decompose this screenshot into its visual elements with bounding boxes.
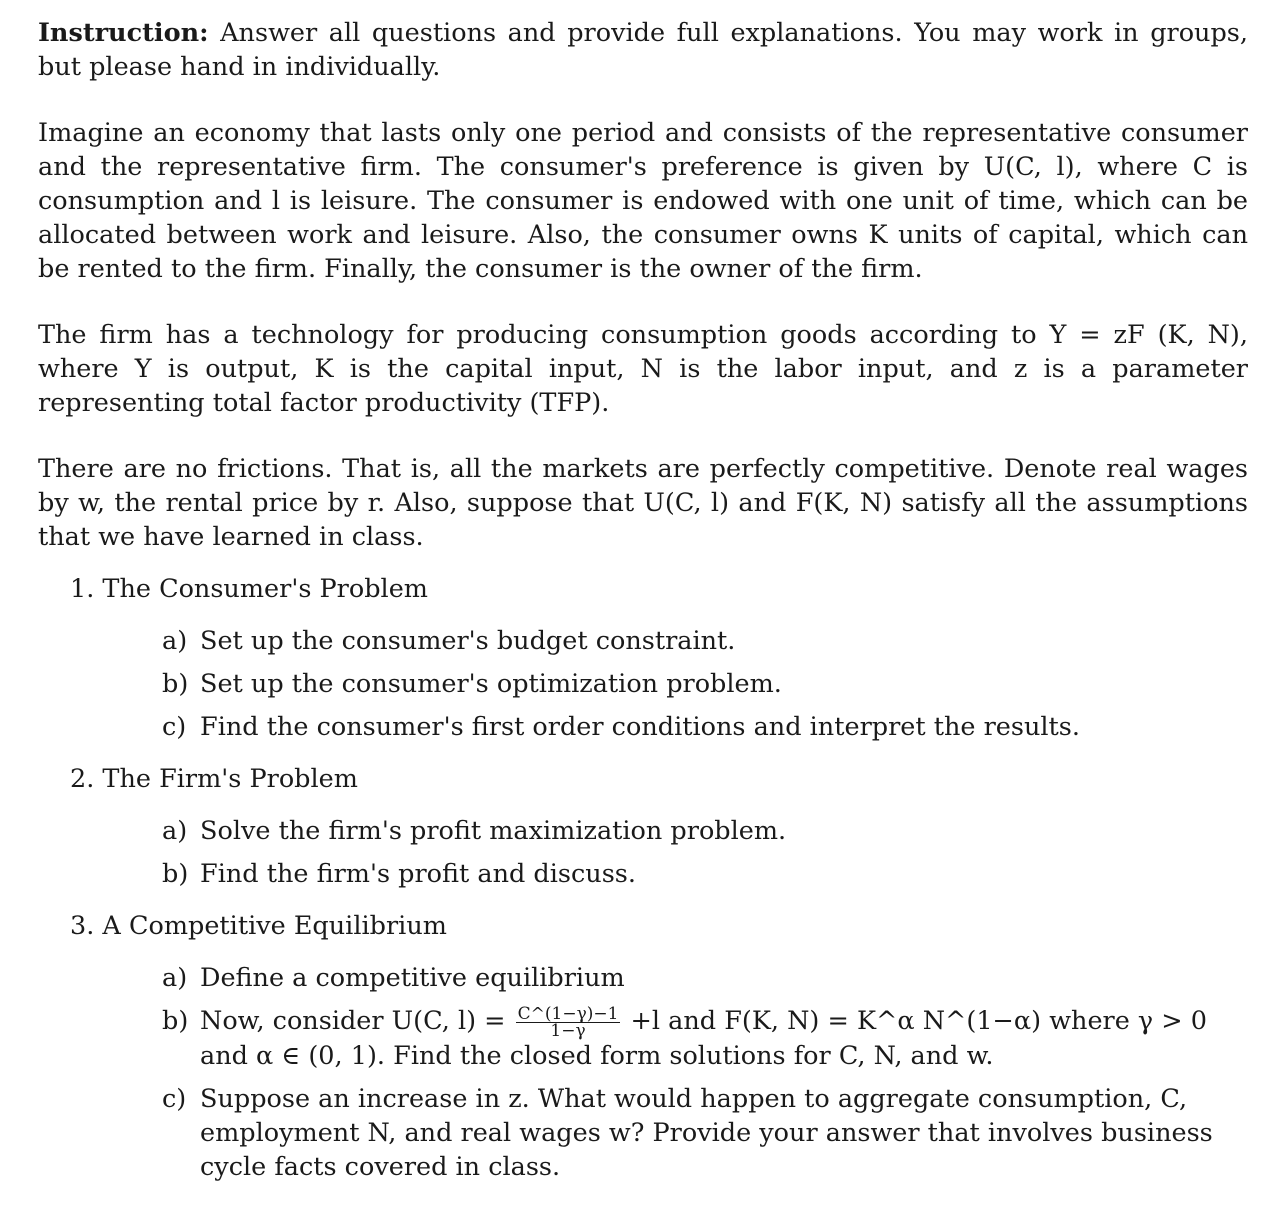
item-text: Define a competitive equilibrium [200,963,625,993]
question-item [162,624,1248,658]
section-title: 3. A Competitive Equilibrium [70,911,447,941]
item-text: Solve the firm's profit maximization problem. [200,816,787,846]
formula-text-before: Now, consider U(C, l) = [200,1006,506,1036]
fraction-denominator: 1−γ [550,1020,586,1041]
instruction-text: Answer all questions and provide full explanations. You may work in groups, but please hand in individually. [38,18,1248,82]
item-text [200,1004,1248,1073]
question-item [162,1082,1248,1184]
question-item [162,710,1248,744]
instruction-paragraph [38,16,1248,84]
question-item [162,961,1248,995]
item-label: c) [162,1083,187,1114]
formula-text-after: +l and F(K, N) = K^α N^(1−α) where γ > 0 and α ∈ (0, 1). Find the closed form solutions for C, N, and w. [200,1006,1207,1071]
item-text: Set up the consumer's optimization problem. [200,669,782,699]
item-label: a) [162,816,188,846]
intro-paragraph-1: Imagine an economy that lasts only one period and consists of the representative consumer and the representative firm. The consumer's preference is given by U(C, l), where C is consumption and l is leisure. The consumer is endowed with one unit of time, which can be allocated between work and leisure. Also, the consumer owns K units of capital, which can be rented to the firm. Finally, the consumer is the owner of the firm. [38,118,1248,284]
section-title: 1. The Consumer's Problem [70,574,428,604]
fraction-numerator: C^(1−γ)−1 [517,1003,619,1024]
item-label: a) [162,963,188,993]
question-item [162,1004,1248,1073]
item-label: b) [162,669,189,699]
utility-fraction [516,1003,621,1041]
question-item [162,857,1248,891]
instruction-label: Instruction: [38,18,209,48]
section-firm [70,762,1248,891]
item-text: Suppose an increase in z. What would happen to aggregate consumption, C, employment N, and real wages w? Provide your answer that involves business cycle facts covered in class. [200,1083,1213,1182]
item-label: a) [162,626,188,656]
section-equilibrium [70,909,1248,1184]
item-text: Set up the consumer's budget constraint. [200,626,736,656]
section-title: 2. The Firm's Problem [70,764,358,794]
item-label: b) [162,859,189,889]
intro-paragraph-3: There are no frictions. That is, all the markets are perfectly competitive. Denote real wages by w, the rental price by r. Also, suppose that U(C, l) and F(K, N) satisfy all the assumptions that we have learned in class. [38,454,1248,552]
item-label: c) [162,712,187,742]
question-item [162,667,1248,701]
item-text: Find the consumer's first order conditions and interpret the results. [200,712,1080,742]
intro-paragraph-2: The firm has a technology for producing consumption goods according to Y = zF (K, N), where Y is output, K is the capital input, N is the labor input, and z is a parameter representing total factor productivity (TFP). [38,320,1248,418]
question-item [162,814,1248,848]
item-text: Find the firm's profit and discuss. [200,859,636,889]
section-consumer [70,572,1248,744]
item-label: b) [162,1006,189,1036]
